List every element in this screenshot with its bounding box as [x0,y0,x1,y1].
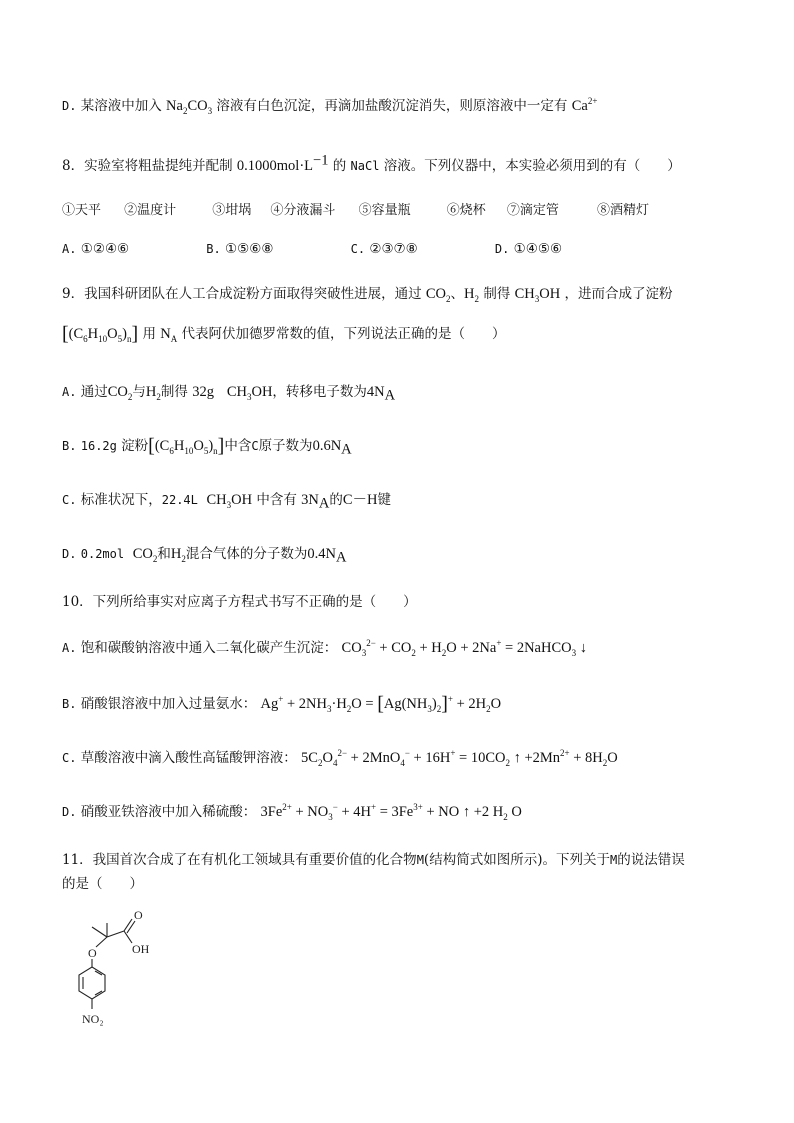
formula: $H_2$ [170,546,186,564]
instrument-item: ④分液漏斗 [270,203,336,218]
instrument-item: ⑤容量瓶 [358,203,411,218]
formula: $Ca^{2+}$ [571,96,598,114]
stem-text: 11．我国首次合成了在有机化工领域具有重要价值的化合物 [62,852,417,868]
q8-option-a[interactable] [62,239,202,259]
ether-o-label: O [88,946,97,960]
carbonyl-bond [127,921,135,933]
starch-formula: $[(C_6H_{10}O_5)_n]$ [148,435,225,457]
volume-value: 22.4L [161,493,198,507]
mass-value: 32g [192,384,214,400]
instrument-item: ⑥烧杯 [446,203,486,218]
bond [124,931,132,943]
option-text: ①⑤⑥⑧ [225,241,274,257]
formula: $CO_2$ [425,286,451,304]
mass-value: 16.2g [80,439,117,453]
stem-text: 的 [332,158,347,174]
stem-text: 的说法错误 [617,852,685,868]
nitro-label: NO₂ [82,1012,104,1026]
equation: $3Fe^{2+} + NO_3^- + 4H^+ = 3Fe^{3+}$ + NO ↑ +2 $H_2$ O [260,802,522,822]
q9-option-a[interactable]: A. 通过$CO_2$与$H_2$制得 32g $CH_3OH$，转移电子数为$4N_A$ [62,384,396,404]
methyl-bond [92,927,107,937]
option-text: 草酸溶液中滴入酸性高锰酸钾溶液： [80,750,297,766]
q9-option-c[interactable]: C. 标准状况下，22.4L $CH_3OH$ 中含有 $3N_A$的C－H键 [62,492,392,512]
q10-option-c[interactable] [62,748,618,768]
value: 4N [366,384,385,400]
starch-formula: $[(C_6H_{10}O_5)_n]$ [62,323,139,345]
option-text: 硝酸银溶液中加入过量氨水： [80,696,257,712]
option-text: 中含 [224,438,252,454]
stem-text: 、 [450,286,465,302]
compound-label: M [416,853,424,867]
stem-text: 9．我国科研团队在人工合成淀粉方面取得突破性进展，通过 [62,286,422,302]
instrument-item: ①天平 [62,203,102,218]
option-text: 混合气体的分子数为 [185,546,308,562]
amount-value: 0.2mol [80,547,125,561]
q11-stem-line1 [62,850,685,870]
q8-option-b[interactable] [206,239,346,259]
option-label: D. [494,242,510,256]
option-label: C. [62,751,77,765]
option-text: ②③⑦⑧ [369,241,418,257]
q7-option-d [62,96,597,116]
option-text: 饱和碳酸钠溶液中通入二氧化碳产生沉淀： [80,640,338,656]
value: 0.4N [307,546,336,562]
option-label: D. [62,547,77,561]
stem-text: 的是（ ） [62,876,143,892]
option-label: D. [62,99,77,113]
formula: $CH_3OH$ [226,384,273,402]
instrument-item: ⑧酒精灯 [596,203,649,218]
hydroxyl-label: OH [132,942,150,956]
stem-text: 8．实验室将粗盐提纯并配制 [62,158,233,174]
equation: $5C_2O_4^{2-} + 2MnO_4^- + 16H^+ = 10CO_2$ ↑ $+2Mn^{2+} + 8H_2O$ [301,748,618,768]
q9-option-b[interactable]: B. 16.2g 淀粉$[(C_6H_{10}O_5)_n]$中含C原子数为$0.6N_A$ [62,435,352,458]
option-label: C. [62,493,77,507]
q10-option-a[interactable] [62,638,587,658]
q9-stem-line2 [62,324,506,344]
option-label: B. [62,697,77,711]
option-text: 中含有 [256,492,297,508]
instrument-item: ③坩埚 [212,203,252,218]
bond [96,937,107,947]
option-label: A. [62,242,77,256]
option-text: 淀粉 [121,438,149,454]
option-text: 通过 [80,384,108,400]
option-text: 原子数为 [258,438,313,454]
bond [107,931,124,937]
formula: $Na_2CO_3$ [166,98,213,116]
option-text: 和 [157,546,171,562]
option-text: 溶液有白色沉淀，再滴加盐酸沉淀消失，则原溶液中一定有 [216,98,568,114]
option-label: B. [206,242,221,256]
compound-label: M [609,853,618,867]
option-label: A. [62,385,77,399]
carbonyl-o-label: O [134,908,143,922]
formula: $CH_3OH$ [206,492,253,510]
q8-option-c[interactable] [351,239,491,259]
stem-text: 制得 [483,286,511,302]
element: C [251,439,259,453]
option-text: 某溶液中加入 [80,98,162,114]
formula: $H_2$ [464,286,480,304]
option-label: D. [62,805,77,819]
q8-instruments [62,201,649,221]
compound-m-structure [62,905,172,1035]
value: 0.6N [312,438,342,454]
option-text: ①④⑤⑥ [513,241,563,257]
formula: $CO_2$ [107,384,133,402]
equation: $Ag^+ + 2NH_3\cdot H_2O = [Ag(NH_3)_2]^+ + 2H_2O$ [260,693,502,715]
q9-option-d[interactable]: D. 0.2mol $CO_2$和$H_2$混合气体的分子数为$0.4N_A$ [62,546,347,566]
instrument-item: ②温度计 [124,203,177,218]
formula: $N_A$ [160,326,178,344]
stem-text: 用 [142,326,156,342]
option-text: 制得 [160,384,188,400]
option-text: 的 [329,492,343,508]
q9-stem-line1 [62,284,673,304]
stem-text: 10．下列所给事实对应离子方程式书写不正确的是（ ） [62,594,417,610]
option-label: B. [62,439,77,453]
bond: C－H [342,492,378,508]
carbonyl-bond [124,919,132,931]
q8-options [62,239,562,259]
option-text: 标准状况下， [80,492,162,508]
q10-option-d[interactable] [62,802,522,822]
option-text: ，转移电子数为 [272,384,367,400]
salt: NaCl [350,159,380,173]
stem-text: ，进而合成了淀粉 [564,286,673,302]
stem-text: 代表阿伏加德罗常数的值，下列说法正确的是（ ） [181,326,506,342]
option-label: C. [350,242,366,256]
q10-option-b[interactable] [62,694,501,714]
q11-stem-line2 [62,874,143,894]
option-text: ①②④⑥ [80,241,130,257]
q10-stem [62,592,417,612]
concentration: 0.1000mol·L [236,158,314,174]
option-text: 键 [377,492,392,508]
instrument-item: ⑦滴定管 [506,203,559,218]
formula: $H_2$ [145,384,161,402]
equation: $CO_3^{2-} + CO_2 + H_2O + 2Na^+$ = 2NaHCO$_3$ ↓ [341,638,587,658]
stem-text: (结构简式如图所示)。下列关于 [423,852,610,868]
formula: $CH_3OH$ [514,286,561,304]
formula: $CO_2$ [132,546,158,564]
option-text: 与 [132,384,146,400]
option-label: A. [62,641,77,655]
q8-stem: 8．实验室将粗盐提纯并配制 $0.1000mol\cdot L^{-1}$ 的 NaCl 溶液。下列仪器中，本实验必须用到的有（ ） [62,152,681,174]
q8-option-d[interactable] [495,241,562,257]
value: 3N [301,492,319,508]
stem-text: 溶液。下列仪器中，本实验必须用到的有（ ） [383,158,681,174]
option-text: 硝酸亚铁溶液中加入稀硫酸： [80,804,257,820]
